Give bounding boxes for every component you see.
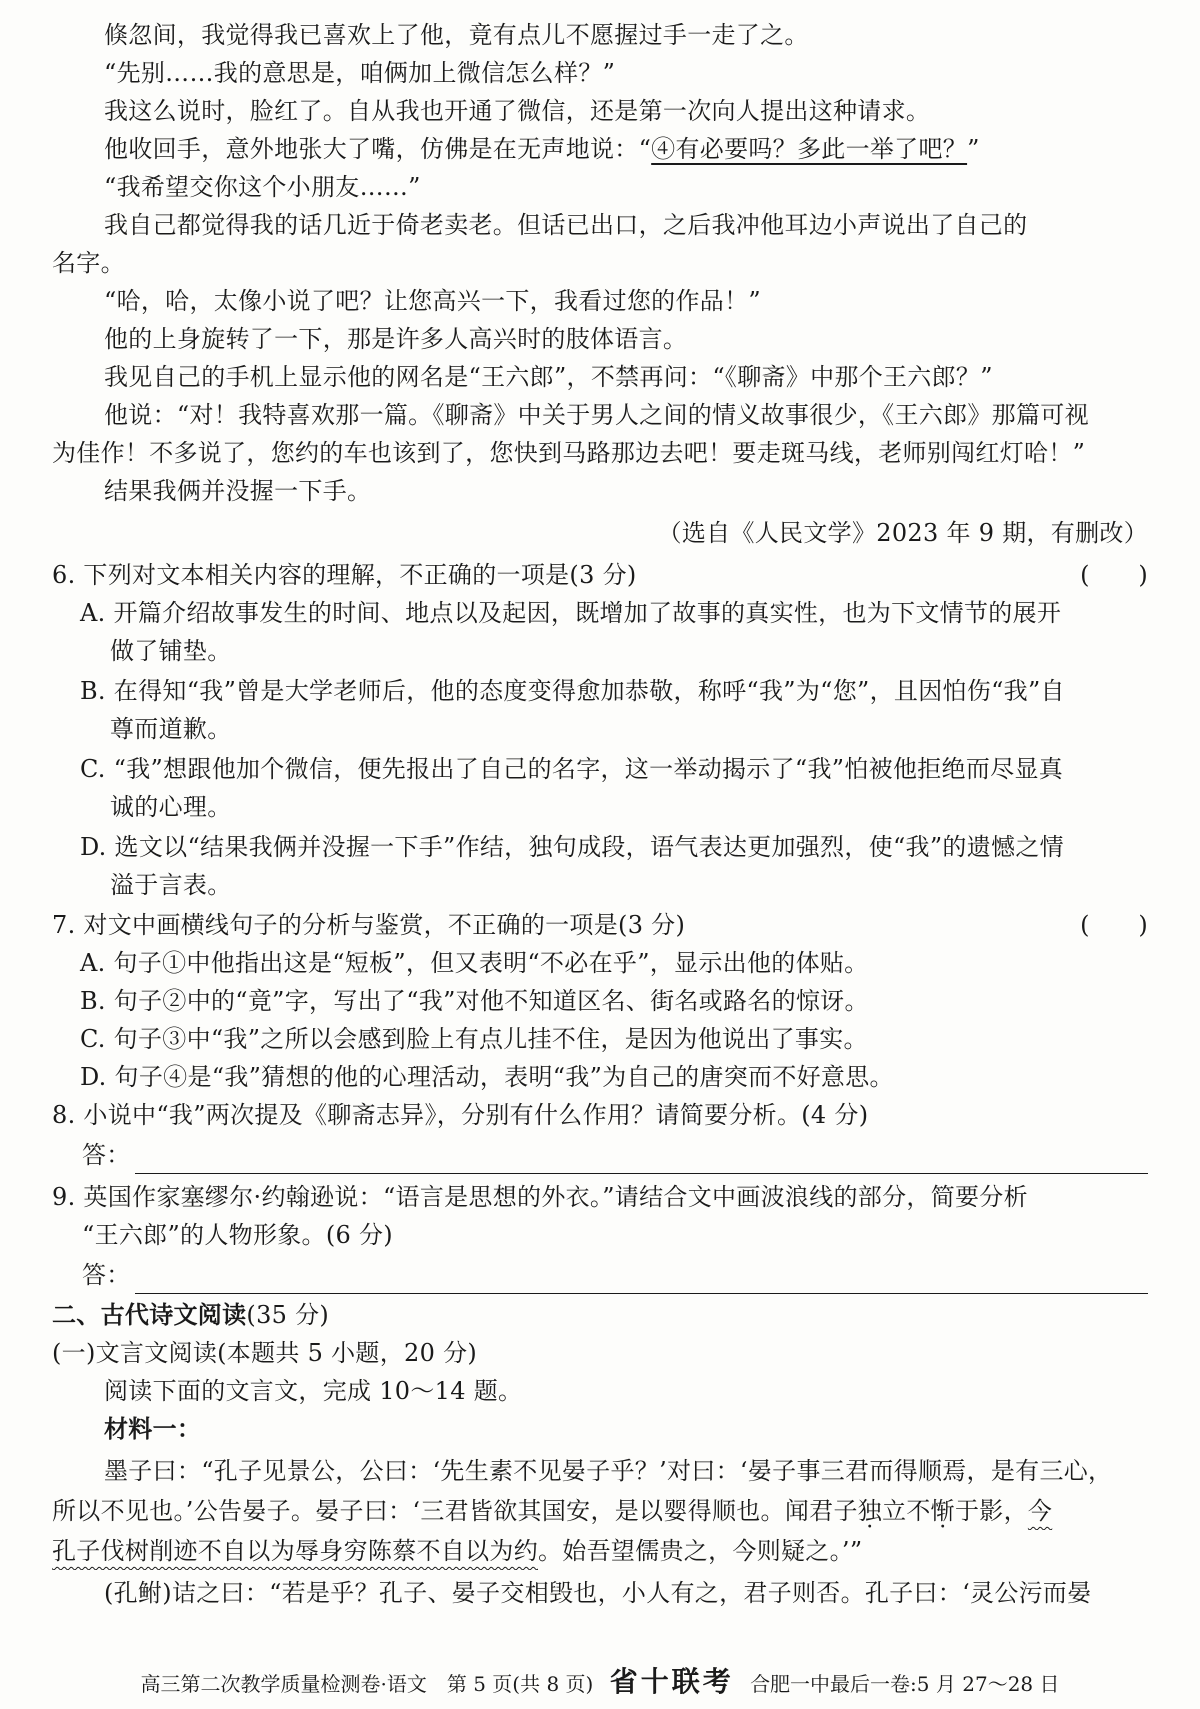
option-c-cont: 诚的心理。 — [110, 793, 232, 821]
story-paragraph: 我自己都觉得我的话几近于倚老卖老。但话已出口，之后我冲他耳边小声说出了自己的 — [104, 211, 1028, 239]
question-9-stem-cont: “王六郎”的人物形象。(6 分) — [82, 1221, 393, 1249]
classical-text — [52, 1532, 1148, 1570]
option-d: D. 句子④是“我”猜想的他的心理活动，表明“我”为自己的唐突而不好意思。 — [80, 1063, 894, 1091]
text-span: 所以不见也。’公告晏子。晏子曰：‘三君皆欲其国安，是以婴得顺也。闻君子 — [52, 1497, 858, 1525]
subsection-heading: (一)文言文阅读(本题共 5 小题，20 分) — [52, 1339, 478, 1367]
answer-blank[interactable] — [135, 1147, 1148, 1174]
underlined-sentence-4: ④有必要吗？多此一举了吧？ — [651, 135, 968, 163]
text-span: ” — [967, 135, 980, 163]
section-score: (35 分) — [246, 1301, 330, 1329]
story-paragraph: 倏忽间，我觉得我已喜欢上了他，竟有点儿不愿握过手一走了之。 — [104, 21, 809, 49]
story-paragraph: “先别……我的意思是，咱俩加上微信怎么样？” — [104, 59, 616, 87]
answer-bracket: ( ) — [1080, 561, 1148, 589]
answer-blank[interactable] — [135, 1267, 1148, 1294]
page-footer — [52, 1664, 1148, 1700]
option-d-cont: 溢于言表。 — [110, 871, 232, 899]
option-c: C. 句子③中“我”之所以会感到脸上有点儿挂不住，是因为他说出了事实。 — [80, 1025, 868, 1053]
brand-logo-text: 省十联考 — [609, 1665, 734, 1698]
story-paragraph: 我见自己的手机上显示他的网名是“王六郎”，不禁再问：“《聊斋》中那个王六郎？” — [104, 363, 993, 391]
option-c: C. “我”想跟他加个微信，便先报出了自己的名字，这一举动揭示了“我”怕被他拒绝而尽显真 — [80, 755, 1064, 783]
classical-text: (孔鲋)诘之曰：“若是乎？孔子、晏子交相毁也，小人有之，君子则否。孔子曰：‘灵公污而晏 — [104, 1579, 1092, 1607]
question-6-stem — [52, 556, 1148, 594]
material-title: 材料一： — [104, 1415, 202, 1443]
classical-text — [52, 1492, 1148, 1530]
question-text: 6. 下列对文本相关内容的理解，不正确的一项是(3 分) — [52, 561, 637, 589]
answer-label: 答： — [82, 1141, 131, 1169]
wavy-underlined-text: 孔子伐树削迹不自以为辱身穷陈蔡不自以为约 — [52, 1537, 538, 1565]
answer-line-8[interactable] — [52, 1136, 1148, 1174]
footer-right: 合肥一中最后一卷:5 月 27～28 日 — [750, 1672, 1060, 1696]
text-span: 立不 — [882, 1497, 931, 1525]
text-span: 他收回手，意外地张大了嘴，仿佛是在无声地说：“ — [104, 135, 652, 163]
text-span: 于影， — [955, 1497, 1028, 1525]
footer-left: 高三第二次教学质量检测卷·语文 第 5 页(共 8 页) — [140, 1672, 594, 1696]
answer-label: 答： — [82, 1261, 131, 1289]
question-9-stem: 9. 英国作家塞缪尔·约翰逊说：“语言是思想的外衣。”请结合文中画波浪线的部分，简要分析 — [52, 1183, 1028, 1211]
question-8-stem: 8. 小说中“我”两次提及《聊斋志异》，分别有什么作用？请简要分析。(4 分) — [52, 1101, 869, 1129]
story-paragraph: 结果我俩并没握一下手。 — [104, 477, 372, 505]
option-b: B. 在得知“我”曾是大学老师后，他的态度变得愈加恭敬，称呼“我”为“您”，且因怕伤“我”自 — [80, 677, 1065, 705]
answer-line-9[interactable] — [52, 1256, 1148, 1294]
section-title: 二、古代诗文阅读 — [52, 1301, 247, 1329]
dotted-char: 惭 — [930, 1497, 955, 1525]
option-a-cont: 做了铺垫。 — [110, 637, 232, 665]
classical-text: 墨子曰：“孔子见景公，公曰：‘先生素不见晏子乎？’对曰：‘晏子事三君而得顺焉，是有三心， — [104, 1457, 1113, 1485]
dotted-char: 独 — [857, 1497, 883, 1525]
story-paragraph: 他的上身旋转了一下，那是许多人高兴时的肢体语言。 — [104, 325, 688, 353]
question-text: 7. 对文中画横线句子的分析与鉴赏，不正确的一项是(3 分) — [52, 911, 686, 939]
option-b: B. 句子②中的“竟”字，写出了“我”对他不知道区名、街名或路名的惊讶。 — [80, 987, 869, 1015]
story-paragraph: “我希望交你这个小朋友……” — [104, 173, 421, 201]
option-a: A. 开篇介绍故事发生的时间、地点以及起因，既增加了故事的真实性，也为下文情节的展开 — [80, 599, 1062, 627]
section-heading — [52, 1296, 1148, 1334]
wavy-underlined-text: 今 — [1027, 1497, 1053, 1525]
option-a: A. 句子①中他指出这是“短板”，但又表明“不必在乎”，显示出他的体贴。 — [80, 949, 869, 977]
source-citation: （选自《人民文学》2023 年 9 期，有删改） — [657, 519, 1148, 547]
option-b-cont: 尊而道歉。 — [110, 715, 232, 743]
text-span: 。始吾望儒贵之，今则疑之。’” — [538, 1537, 863, 1565]
instruction: 阅读下面的文言文，完成 10～14 题。 — [104, 1377, 523, 1405]
story-paragraph: 他说：“对！我特喜欢那一篇。《聊斋》中关于男人之间的情义故事很少，《王六郎》那篇可视 — [104, 401, 1089, 429]
material-label — [52, 1410, 1148, 1448]
story-paragraph: “哈，哈，太像小说了吧？让您高兴一下，我看过您的作品！” — [104, 287, 761, 315]
option-d: D. 选文以“结果我俩并没握一下手”作结，独句成段，语气表达更加强烈，使“我”的遗憾之情 — [80, 833, 1064, 861]
question-7-stem — [52, 906, 1148, 944]
story-paragraph-cont: 名字。 — [52, 249, 125, 277]
story-paragraph: 我这么说时，脸红了。自从我也开通了微信，还是第一次向人提出这种请求。 — [104, 97, 931, 125]
answer-bracket: ( ) — [1080, 911, 1148, 939]
story-paragraph — [52, 130, 1148, 168]
story-paragraph-cont: 为佳作！不多说了，您约的车也该到了，您快到马路那边去吧！要走斑马线，老师别闯红灯哈！” — [52, 439, 1086, 467]
